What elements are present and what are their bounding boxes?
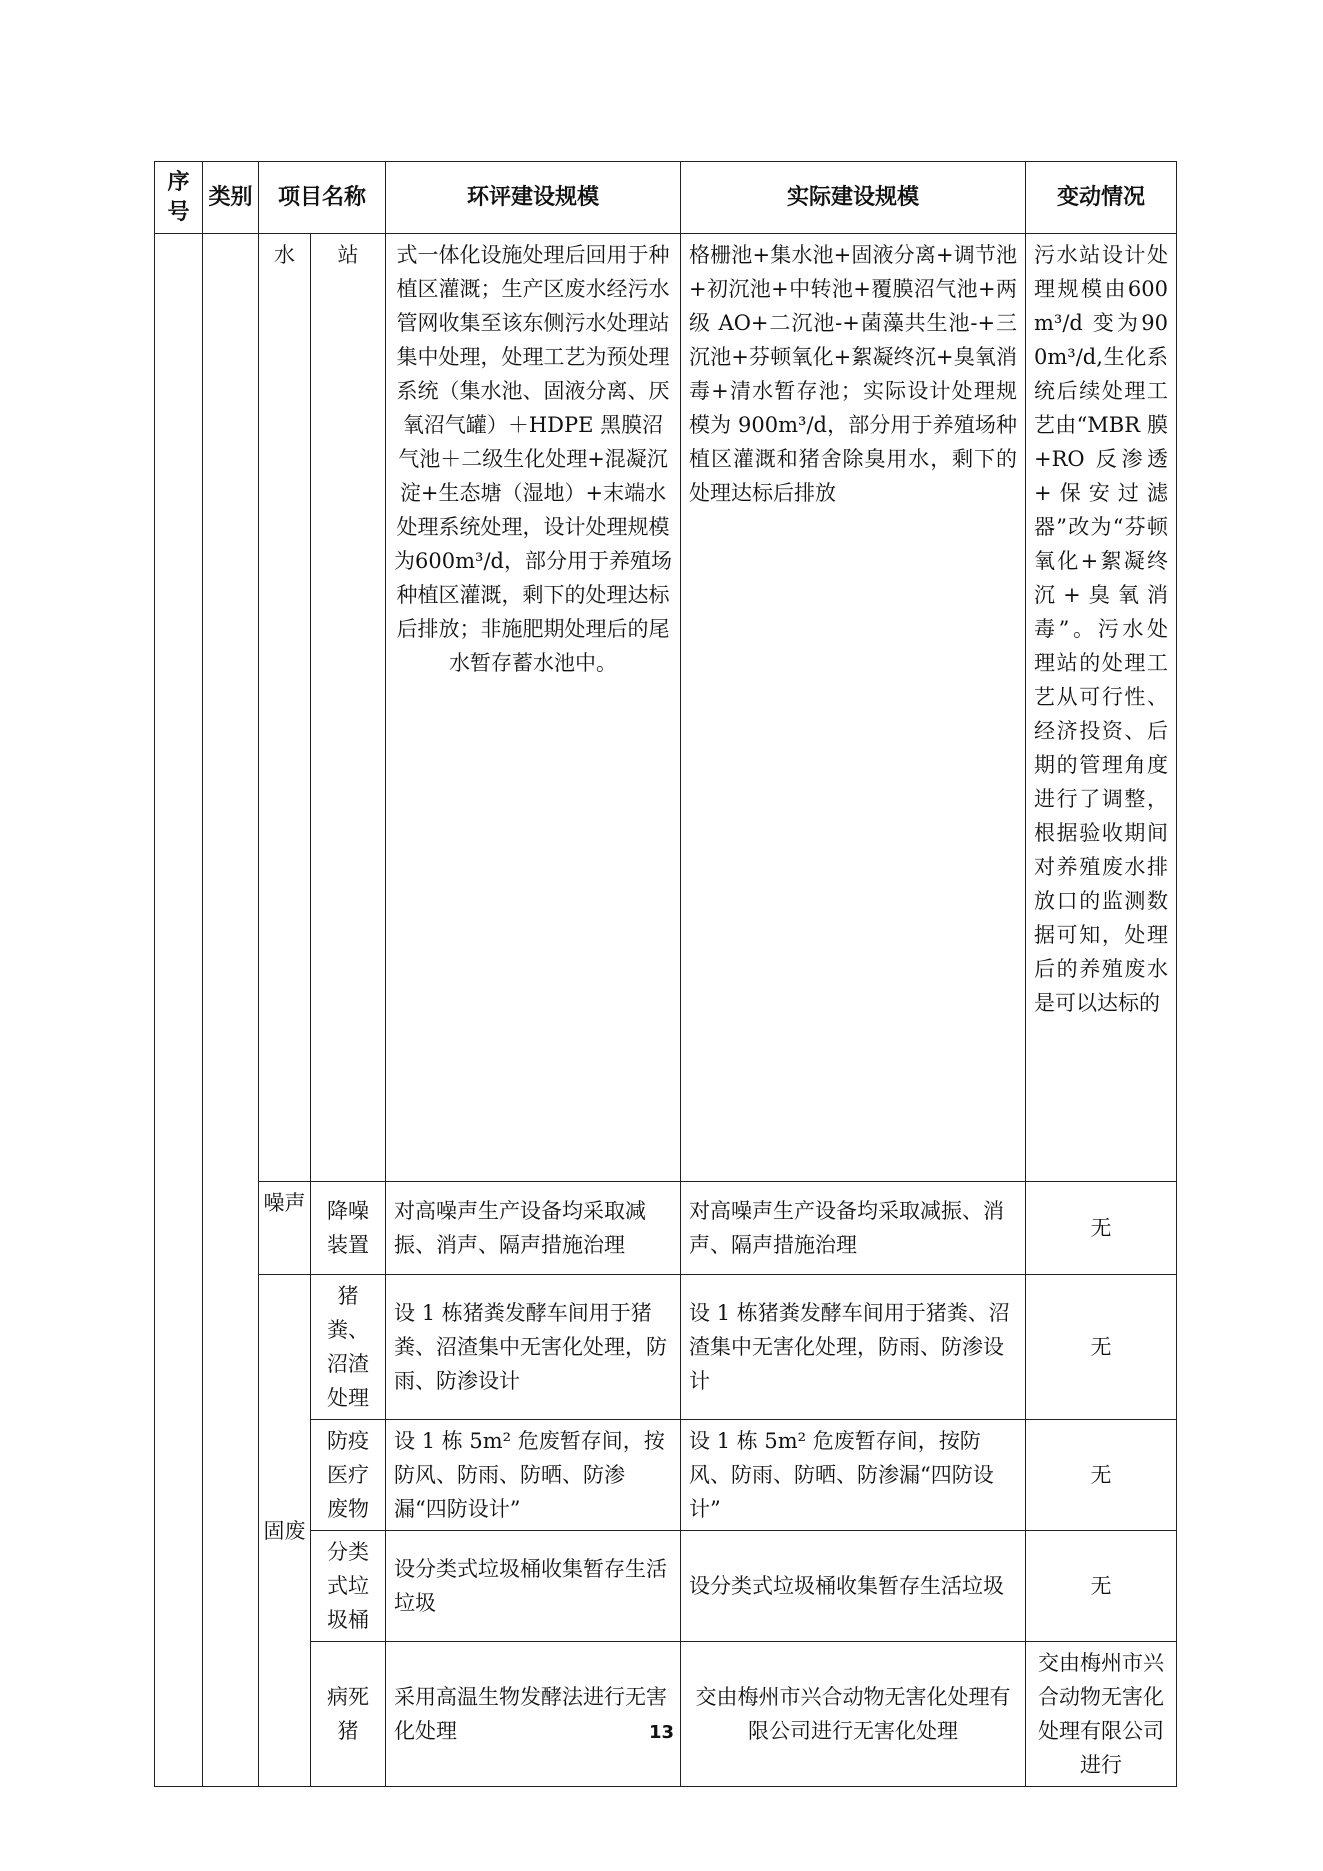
- header-change: 变动情况: [1026, 162, 1177, 234]
- seq-cell: [155, 234, 203, 1787]
- medical-name: 防疫医疗废物: [311, 1420, 386, 1531]
- dead-pigs-eia: 采用高温生物发酵法进行无害化处理: [386, 1642, 681, 1787]
- water-name: 站: [311, 234, 386, 1182]
- noise-name: 降噪装置: [311, 1182, 386, 1275]
- solid-waste-category: 固废: [259, 1275, 311, 1787]
- medical-eia: 设 1 栋 5m² 危废暂存间，按防风、防雨、防晒、防渗漏“四防设计”: [386, 1420, 681, 1531]
- category-cell: [203, 234, 259, 1787]
- table-row-noise: [155, 1182, 1177, 1275]
- header-project-name: 项目名称: [259, 162, 386, 234]
- water-change: 污水站设计处理规模由600m³/d 变为900m³/d,生化系统后续处理工艺由“MBR 膜+RO 反渗透+保安过滤器”改为“芬顿氧化+絮凝终沉+臭氧消毒”。污水处理站的处理工艺从可行性、经济投资、后期的管理角度进行了调整，根据验收期间对养殖废水排放口的监测数据可知，处理后的养殖废水是可以达标的: [1026, 234, 1177, 1182]
- manure-eia: 设 1 栋猪粪发酵车间用于猪粪、沼渣集中无害化处理，防雨、防渗设计: [386, 1275, 681, 1420]
- manure-change: 无: [1026, 1275, 1177, 1420]
- header-eia-scale: 环评建设规模: [386, 162, 681, 234]
- page-number: 13: [648, 1722, 675, 1743]
- water-category: 水: [259, 234, 311, 1182]
- noise-change: 无: [1026, 1182, 1177, 1275]
- header-actual-scale: 实际建设规模: [681, 162, 1026, 234]
- bins-change: 无: [1026, 1531, 1177, 1642]
- dead-pigs-actual: 交由梅州市兴合动物无害化处理有限公司进行无害化处理: [681, 1642, 1026, 1787]
- bins-name: 分类式垃圾桶: [311, 1531, 386, 1642]
- header-seq: 序号: [155, 162, 203, 234]
- manure-name: 猪粪、沼渣处理: [311, 1275, 386, 1420]
- noise-category: 噪声: [259, 1182, 311, 1275]
- dead-pigs-name: 病死猪: [311, 1642, 386, 1787]
- header-category: 类别: [203, 162, 259, 234]
- medical-actual: 设 1 栋 5m² 危废暂存间，按防风、防雨、防晒、防渗漏“四防设计”: [681, 1420, 1026, 1531]
- bins-eia: 设分类式垃圾桶收集暂存生活垃圾: [386, 1531, 681, 1642]
- table-row-water: [155, 234, 1177, 1182]
- dead-pigs-change: 交由梅州市兴合动物无害化处理有限公司进行: [1026, 1642, 1177, 1787]
- header-row: [155, 162, 1177, 234]
- noise-eia: 对高噪声生产设备均采取减振、消声、隔声措施治理: [386, 1182, 681, 1275]
- water-eia: 式一体化设施处理后回用于种植区灌溉；生产区废水经污水管网收集至该东侧污水处理站集中处理，处理工艺为预处理系统（集水池、固液分离、厌氧沼气罐）＋HDPE 黑膜沼气池＋二级生化处理+混凝沉淀+生态塘（湿地）+末端水处理系统处理，设计处理规模为600m³/d，部分用于养殖场种植区灌溉，剩下的处理达标后排放；非施肥期处理后的尾水暂存蓄水池中。: [386, 234, 681, 1182]
- project-comparison-table: [154, 161, 1177, 1787]
- water-actual: 格栅池+集水池+固液分离+调节池+初沉池+中转池+覆膜沼气池+两级 AO+二沉池-+菌藻共生池-+三沉池+芬顿氧化+絮凝终沉+臭氧消毒+清水暂存池；实际设计处理规模为 900m³/d，部分用于养殖场种植区灌溉和猪舍除臭用水，剩下的处理达标后排放: [681, 234, 1026, 1182]
- medical-change: 无: [1026, 1420, 1177, 1531]
- noise-actual: 对高噪声生产设备均采取减振、消声、隔声措施治理: [681, 1182, 1026, 1275]
- manure-actual: 设 1 栋猪粪发酵车间用于猪粪、沼渣集中无害化处理，防雨、防渗设计: [681, 1275, 1026, 1420]
- table-row-manure: [155, 1275, 1177, 1420]
- bins-actual: 设分类式垃圾桶收集暂存生活垃圾: [681, 1531, 1026, 1642]
